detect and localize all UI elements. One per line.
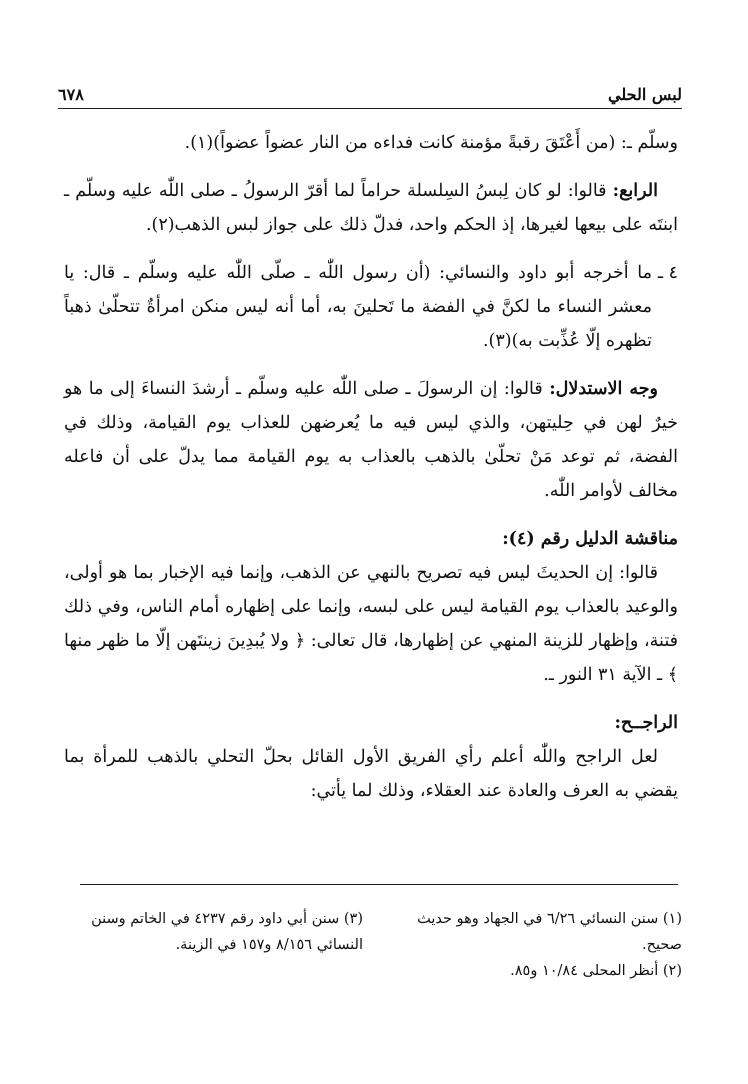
main-text	[64, 126, 678, 808]
numbered-paragraph	[64, 256, 678, 358]
header-title: لبس الحلي	[608, 85, 682, 104]
section-heading: الراجــح:	[614, 713, 678, 733]
paragraph-label: وجه الاستدلال:	[549, 379, 658, 399]
running-header	[58, 74, 682, 104]
paragraph-label: الرابع:	[612, 181, 658, 201]
paragraph	[64, 372, 678, 508]
footnote: (١) سنن النسائي ٦/٢٦ في الجهاد وهو حديث صحيح.	[417, 911, 682, 953]
item-number: ٤ ـ	[657, 263, 678, 283]
page-number: ٦٧٨	[58, 85, 84, 104]
paragraph	[64, 174, 678, 242]
section-heading: مناقشة الدليل رقم (٤):	[502, 529, 678, 549]
footnotes	[80, 906, 682, 984]
paragraph-text: ما أخرجه أبو داود والنسائي: (أن رسول اللّٰه ـ صلّى اللّٰه عليه وسلّم ـ قال: يا معشر النساء ما لكنَّ في الفضة ما تَحلينَ به، أما أنه ليس منكن امرأةٌ تتحلّىٰ ذهباً تظهره إلّا عُذِّبت به)(٣).	[64, 263, 652, 351]
paragraph-text: قالوا: لو كان لِبسُ السِلسلة حراماً لما أقرّ الرسولُ ـ صلى اللّٰه عليه وسلّم ـ ابنتَه على بيعها لغيرها، إذ الحكم واحد، فدلّ ذلك على جواز لبس الذهب(٢).	[64, 181, 678, 235]
paragraph-text: قالوا: إن الرسولَ ـ صلى اللّٰه عليه وسلّم ـ أرشدَ النساءَ إلى ما هو خيرٌ لهن في حِليتهن، والذي ليس فيه ما يُعرضهن للعذاب يوم القيامة، وذلك في الفضة، ثم توعد مَنْ تحلّىٰ بالذهب بالعذاب به يوم القيامة مما يدلّ على أن فاعله مخالف لأوامر اللّٰه.	[64, 379, 678, 501]
paragraph: قالوا: إن الحديثَ ليس فيه تصريح بالنهي عن الذهب، وإنما فيه الإخبار بما هو أولى، والوعيد بالعذاب يوم القيامة ليس على لبسه، وإنما على إظهاره أمام الناس، وفي ذلك فتنة، وإظهار للزينة المنهي عن إظهارها، قال تعالى: ﴿ ولا يُبدِينَ زينتَهن إلّا ما ظهر منها ﴾ ـ الآية ٣١ النور ـ.	[64, 563, 678, 685]
paragraph: لعل الراجح واللّٰه أعلم رأي الفريق الأول القائل بحلّ التحلي بالذهب للمرأة بما يقضي به العرف والعادة عند العقلاء، وذلك لما يأتي:	[64, 747, 678, 801]
footnote: (٣) سنن أبي داود رقم ٤٢٣٧ في الخاتم وسنن النسائي ٨/١٥٦ و١٥٧ في الزينة.	[91, 911, 363, 953]
footnote: (٢) أنظر المحلى ١٠/٨٤ و٨٥.	[510, 963, 682, 979]
footnote-divider	[80, 884, 678, 885]
paragraph: وسلّم ـ: (من أَعْتَقَ رقبةً مؤمنة كانت فداءه من النار عضواً عضواً)(١).	[184, 133, 678, 153]
header-divider	[58, 108, 682, 109]
footnote-column	[399, 906, 682, 984]
footnote-column	[80, 906, 363, 984]
